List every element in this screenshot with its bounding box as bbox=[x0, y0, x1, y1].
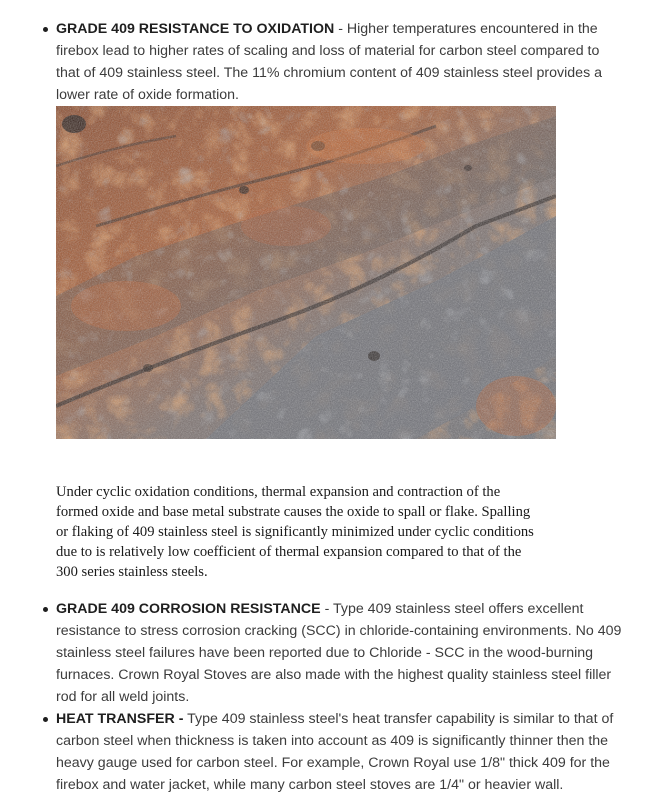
heat-transfer-heading: HEAT TRANSFER - bbox=[56, 711, 184, 727]
paragraph-line: or flaking of 409 stainless steel is significantly minimized under cyclic conditions bbox=[56, 524, 534, 540]
corrosion-text: - Type 409 stainless steel offers excellent resistance to stress corrosion cracking (SCC) in chloride-containing environments. No 409 stainless steel failures have been reported due to Chloride - SCC in the wood-burning furnaces. Crown Royal Stoves are also made with the highest quality stainless steel filler rod for all weld joints. bbox=[56, 601, 622, 705]
bullet-dot-icon bbox=[43, 607, 48, 612]
oxidized-steel-photo bbox=[56, 106, 556, 439]
bullet-dot-icon bbox=[43, 27, 48, 32]
oxidation-bullet bbox=[56, 18, 616, 106]
bullet-dot-icon bbox=[43, 717, 48, 722]
corrosion-bullet bbox=[56, 598, 628, 708]
heat-transfer-text: Type 409 stainless steel's heat transfer capability is similar to that of carbon steel when thickness is taken into account as 409 is significantly thinner then the heavy gauge used for carbon steel. For example, Crown Royal use 1/8" thick 409 for the firebox and water jacket, while many carbon steel stoves are 1/4" or heavier wall. bbox=[56, 711, 614, 793]
oxidation-heading: GRADE 409 RESISTANCE TO OXIDATION bbox=[56, 21, 335, 37]
corrosion-heading: GRADE 409 CORROSION RESISTANCE bbox=[56, 601, 321, 617]
heat-transfer-bullet bbox=[56, 708, 628, 796]
paragraph-line: due to is relatively low coefficient of thermal expansion compared to that of the bbox=[56, 544, 522, 560]
paragraph-line: formed oxide and base metal substrate causes the oxide to spall or flake. Spalling bbox=[56, 504, 531, 520]
paragraph-line: 300 series stainless steels. bbox=[56, 564, 208, 580]
oxidation-text: - Higher temperatures encountered in the firebox lead to higher rates of scaling and loss of material for carbon steel compared to that of 409 stainless steel. The 11% chromium content of 409 stainless steel provides a lower rate of oxide formation. bbox=[56, 21, 602, 103]
oxidized-steel-image bbox=[56, 106, 556, 439]
paragraph-line: Under cyclic oxidation conditions, thermal expansion and contraction of the bbox=[56, 484, 501, 500]
cyclic-oxidation-paragraph bbox=[56, 482, 616, 582]
